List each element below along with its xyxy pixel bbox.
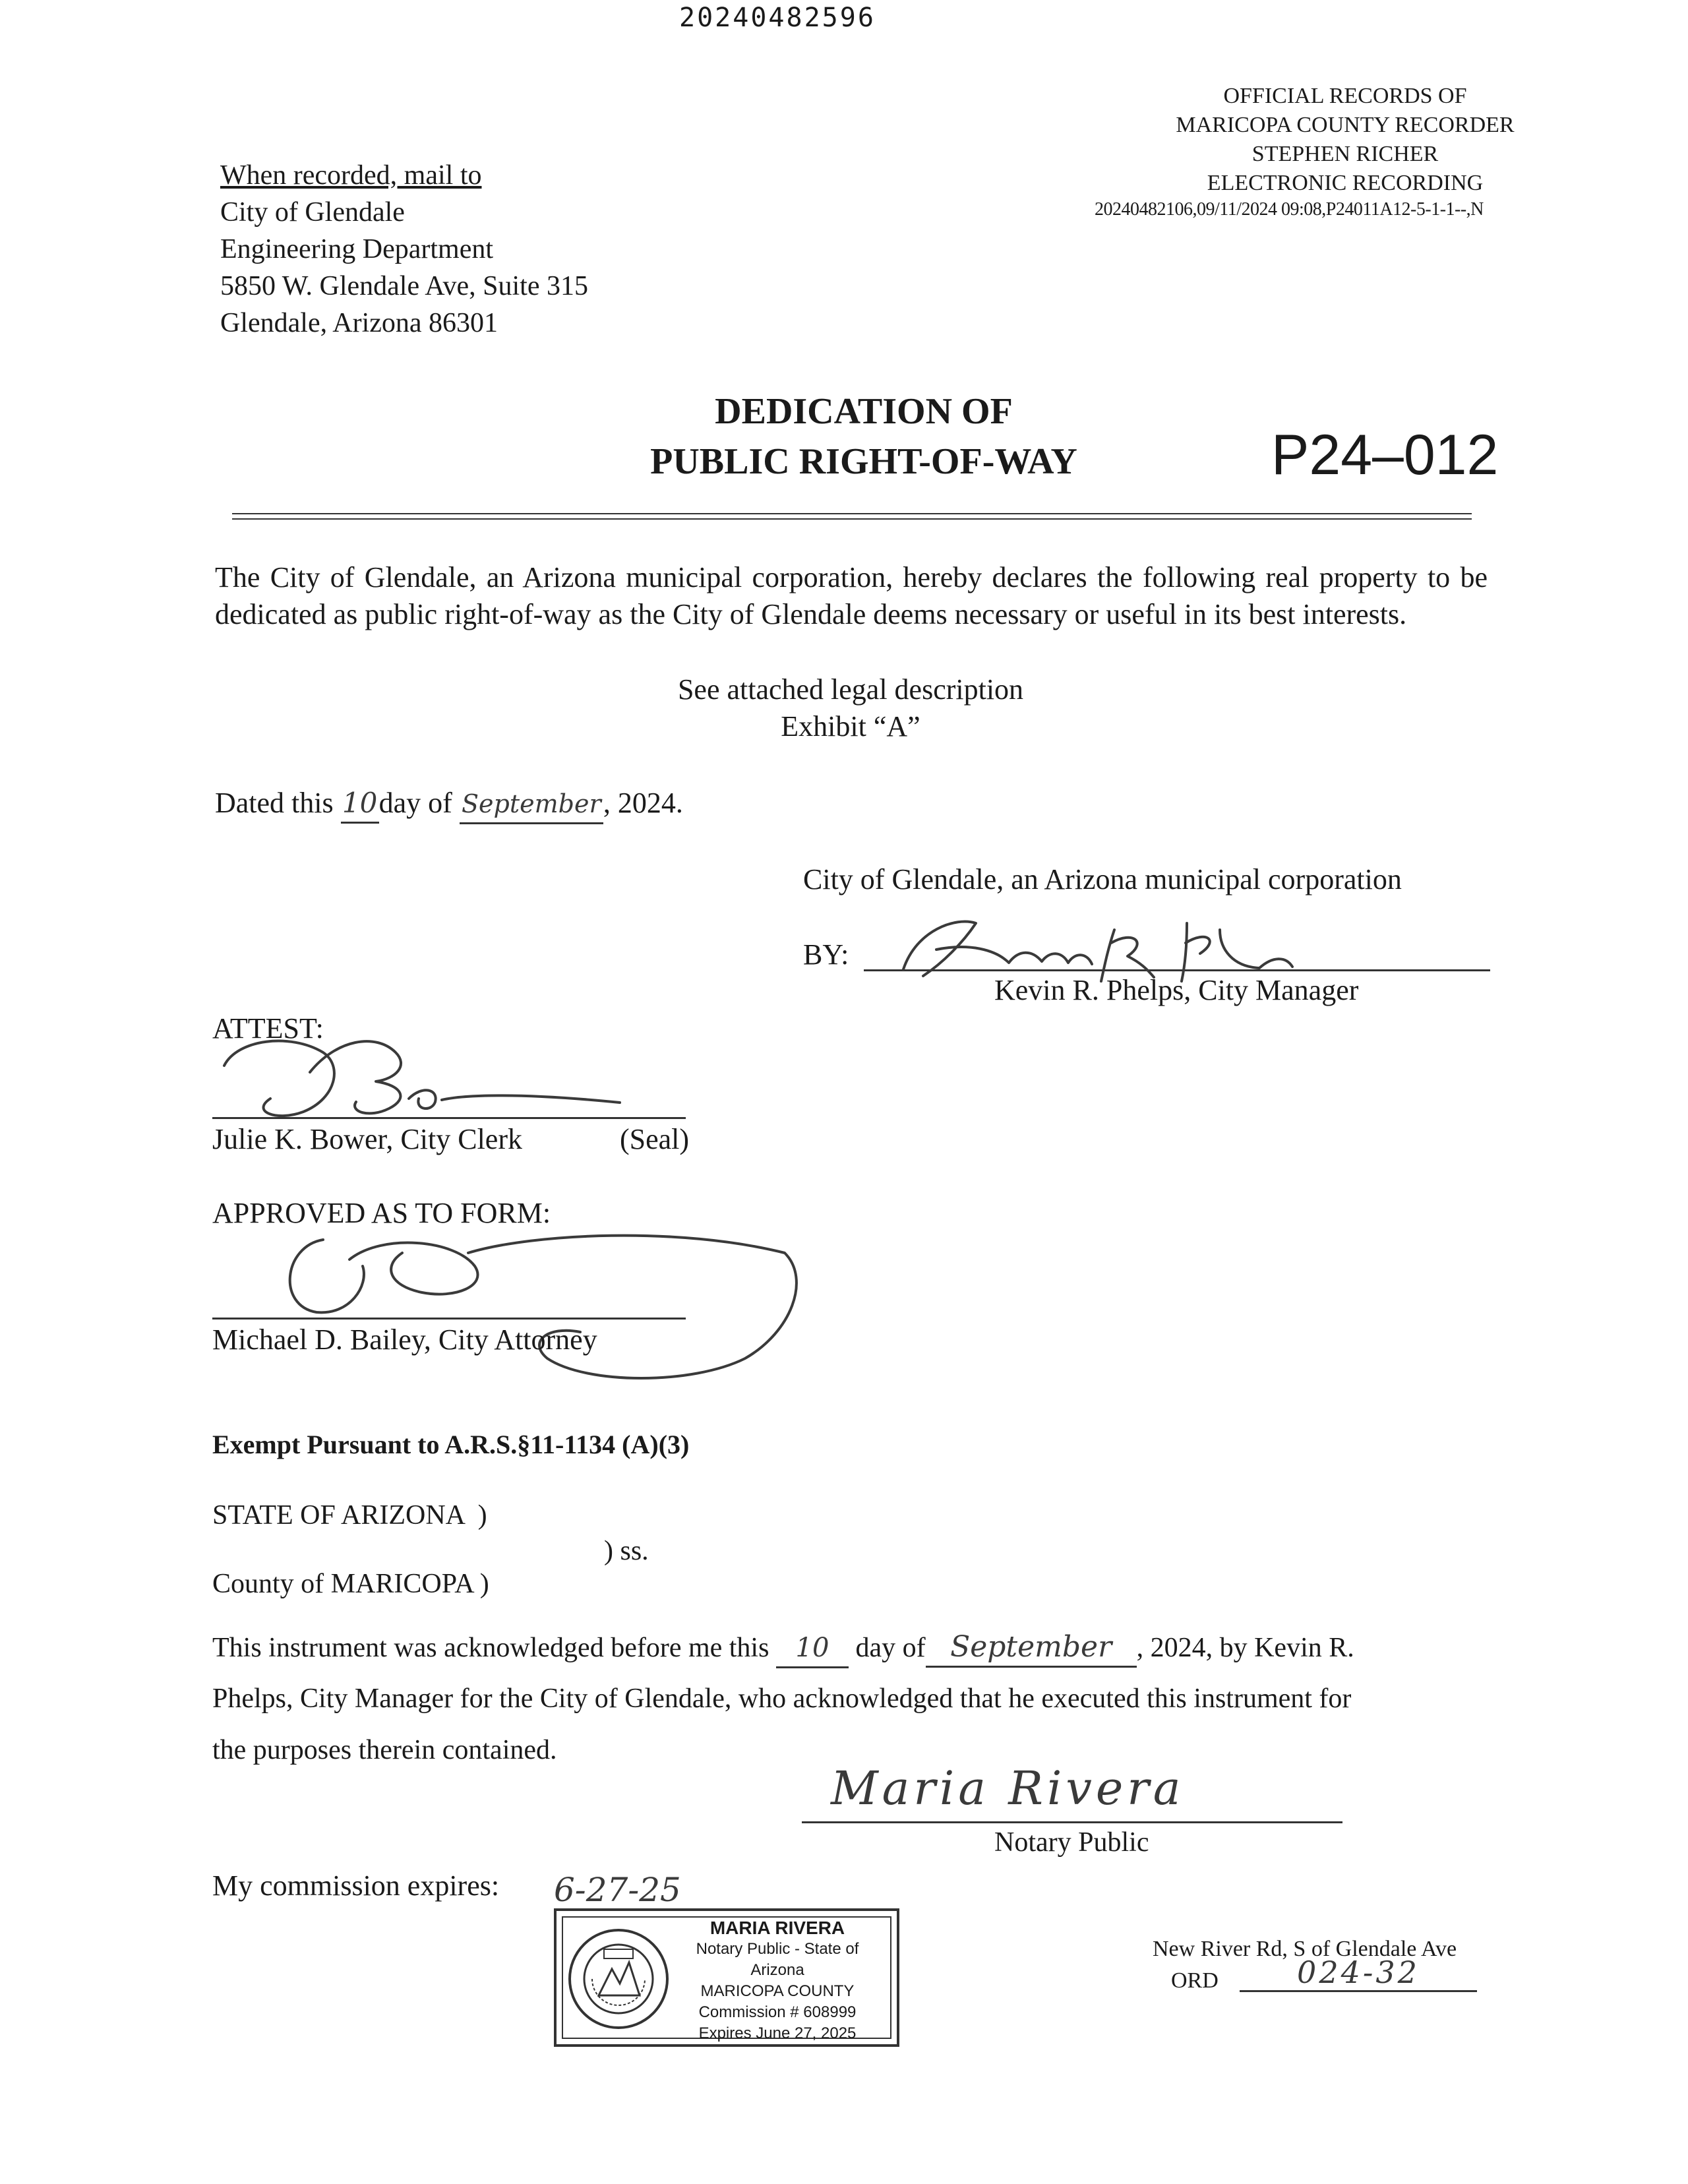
state-label: STATE OF ARIZONA )	[212, 1500, 487, 1531]
ack-month: September	[926, 1629, 1137, 1668]
mail-to-line: Engineering Department	[220, 234, 494, 264]
title-line: DEDICATION OF	[715, 391, 1013, 432]
stamp-text	[669, 1918, 886, 2044]
title-line: PUBLIC RIGHT-OF-WAY	[650, 441, 1077, 482]
case-number: P24–012	[1271, 423, 1499, 487]
recorder-block	[1134, 82, 1556, 198]
legal-description-ref	[554, 671, 1147, 745]
attorney-name: Michael D. Bailey, City Attorney	[212, 1323, 597, 1356]
see-attached: See attached legal description	[677, 673, 1024, 706]
seal-label: (Seal)	[620, 1123, 690, 1155]
arizona-seal-icon	[566, 1923, 671, 2035]
mail-to-block	[220, 157, 708, 342]
dated-day: 10	[341, 785, 379, 824]
mail-to-line: City of Glendale	[220, 197, 405, 228]
dated-month: September	[460, 785, 603, 824]
acknowledgment-line-2: Phelps, City Manager for the City of Glendale, who acknowledged that he executed this instrument for	[212, 1684, 1352, 1714]
notary-signature: Maria Rivera	[831, 1761, 1185, 1815]
title-rule	[232, 518, 1472, 520]
ack-mid: day of	[855, 1633, 926, 1663]
stamp-name: MARIA RIVERA	[709, 1918, 845, 1938]
recorder-line: OFFICIAL RECORDS OF	[1223, 84, 1467, 108]
document-number: 20240482596	[679, 3, 876, 33]
location-reference: New River Rd, S of Glendale Ave	[1153, 1937, 1457, 1961]
dated-line	[215, 785, 683, 824]
county-label: County of MARICOPA )	[212, 1569, 489, 1599]
clerk-signature-line	[212, 1117, 686, 1119]
notary-stamp	[554, 1908, 899, 2047]
attorney-signature-line	[212, 1318, 686, 1320]
attest-label: ATTEST:	[212, 1012, 324, 1045]
ord-label: ORD	[1171, 1968, 1219, 1993]
exempt-statement: Exempt Pursuant to A.R.S.§11-1134 (A)(3)	[212, 1430, 690, 1459]
clerk-signature	[211, 1026, 646, 1132]
title-rule	[232, 513, 1472, 514]
ord-number: 024-32	[1240, 1955, 1477, 1992]
mail-to-line: 5850 W. Glendale Ave, Suite 315	[220, 271, 588, 301]
stamp-line: Commission # 608999	[698, 2003, 857, 2021]
ack-day: 10	[776, 1629, 849, 1668]
exhibit-label: Exhibit “A”	[781, 710, 920, 743]
dated-mid: day of	[378, 787, 452, 819]
dated-suffix: , 2024.	[603, 787, 683, 819]
mail-to-line: Glendale, Arizona 86301	[220, 308, 498, 338]
commission-label: My commission expires:	[212, 1869, 500, 1902]
acknowledgment-line-3: the purposes therein contained.	[212, 1735, 557, 1765]
approved-label: APPROVED AS TO FORM:	[212, 1197, 551, 1229]
document-title	[567, 386, 1160, 487]
ack-prefix: This instrument was acknowledged before me this	[212, 1633, 769, 1663]
dated-prefix: Dated this	[215, 787, 334, 819]
manager-name: Kevin R. Phelps, City Manager	[994, 974, 1359, 1006]
by-label: BY:	[803, 938, 849, 971]
stamp-line: Notary Public - State of Arizona	[696, 1940, 859, 1979]
clerk-name: Julie K. Bower, City Clerk	[212, 1123, 522, 1155]
notary-public-label: Notary Public	[994, 1827, 1149, 1858]
ss-label: ) ss.	[604, 1536, 649, 1566]
recorder-line: STEPHEN RICHER	[1251, 142, 1439, 166]
mail-to-heading: When recorded, mail to	[220, 160, 482, 191]
corporation-name: City of Glendale, an Arizona municipal corporation	[803, 863, 1402, 895]
commission-expires: 6-27-25	[554, 1871, 681, 1909]
acknowledgment-line	[212, 1629, 1498, 1668]
attorney-signature	[270, 1227, 811, 1391]
ack-suffix: , 2024, by Kevin R.	[1136, 1633, 1354, 1663]
recording-info: 20240482106,09/11/2024 09:08,P24011A12-5-1-1--,N	[1095, 199, 1484, 220]
stamp-line: Expires June 27, 2025	[698, 2024, 857, 2042]
recorder-line: ELECTRONIC RECORDING	[1207, 171, 1484, 195]
notary-signature-line	[802, 1821, 1342, 1823]
declaration-text: The City of Glendale, an Arizona municipal corporation, hereby declares the following real property to be dedicated as public right-of-way as the City of Glendale deems necessary or useful in its best interests.	[215, 561, 1488, 630]
recorder-line: MARICOPA COUNTY RECORDER	[1176, 113, 1515, 137]
stamp-line: MARICOPA COUNTY	[700, 1982, 855, 2000]
